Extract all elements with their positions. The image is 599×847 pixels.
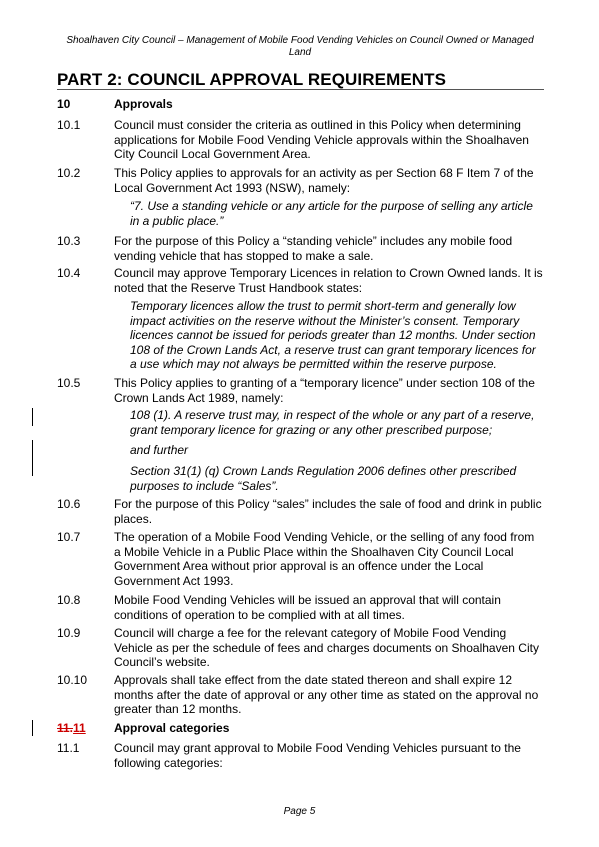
- clause-number: 10.9: [57, 626, 81, 640]
- part-title: PART 2: COUNCIL APPROVAL REQUIREMENTS: [57, 70, 447, 89]
- clause-number: 10.1: [57, 118, 81, 132]
- clause-text: This Policy applies to approvals for an activity as per Section 68 F Item 7 of the Local Government Act 1993 (NSW), namely:: [114, 166, 534, 195]
- change-bar: [32, 720, 33, 736]
- clause-quote: and further: [130, 443, 189, 457]
- clause-text: For the purpose of this Policy “sales” includes the sale of food and drink in public places.: [114, 497, 542, 526]
- deleted-number: 11.: [57, 721, 74, 735]
- clause-quote: Temporary licences allow the trust to permit short-term and generally low impact activities on the reserve without the Minister’s consent. Temporary licences cannot be issued for periods greater than 12 months. Under section 108 of the Crown Lands Act, a reserve trust can grant temporary licences for a use which may not always be permitted within the reserve purpose.: [130, 299, 536, 371]
- clause-quote: Section 31(1) (q) Crown Lands Regulation 2006 defines other prescribed purposes to include “Sales”.: [130, 464, 517, 493]
- clause-number: 10.4: [57, 266, 81, 280]
- inserted-number: 11: [73, 721, 86, 735]
- clause-number: 10.5: [57, 376, 81, 390]
- clause-number: 10.8: [57, 593, 81, 607]
- clause-number: 11.1: [57, 741, 80, 755]
- page-header: Shoalhaven City Council – Management of Mobile Food Vending Vehicles on Council Owned or Managed Land: [66, 35, 534, 58]
- clause-text: Council may approve Temporary Licences in relation to Crown Owned lands. It is noted that the Reserve Trust Handbook states:: [114, 266, 543, 295]
- section-10-number: 10: [57, 97, 71, 111]
- change-bar: [32, 408, 33, 426]
- clause-number: 10.3: [57, 234, 81, 248]
- clause-text: Council must consider the criteria as outlined in this Policy when determining applications for Mobile Food Vending Vehicle approvals within the Shoalhaven City Council Local Government Area.: [114, 118, 529, 161]
- clause-quote: “7. Use a standing vehicle or any article for the purpose of selling any article in a public place.”: [130, 199, 533, 228]
- clause-text: The operation of a Mobile Food Vending Vehicle, or the selling of any food from a Mobile Vehicle in a Public Place within the Shoalhaven City Council Local Government Area without prior approval is an offence under the Local Government Act 1993.: [114, 530, 535, 588]
- clause-text: Council will charge a fee for the relevant category of Mobile Food Vending Vehicle as per the schedule of fees and charges documents on Shoalhaven City Council’s website.: [114, 626, 539, 669]
- clause-number: 10.7: [57, 530, 81, 544]
- clause-number: 10.10: [57, 673, 88, 687]
- change-bar: [32, 440, 33, 476]
- clause-text: Council may grant approval to Mobile Food Vending Vehicles pursuant to the following categories:: [114, 741, 521, 770]
- clause-text: This Policy applies to granting of a “temporary licence” under section 108 of the Crown Lands Act 1989, namely:: [114, 376, 535, 405]
- page-number: Page 5: [283, 806, 316, 817]
- clause-quote: 108 (1). A reserve trust may, in respect of the whole or any part of a reserve, grant temporary licence for grazing or any other prescribed purpose;: [130, 408, 535, 437]
- section-11-number: [57, 721, 114, 735]
- clause-text: Mobile Food Vending Vehicles will be issued an approval that will contain conditions of operation to be complied with at all times.: [114, 593, 501, 622]
- clause-number: 10.6: [57, 497, 81, 511]
- title-rule: [57, 89, 544, 90]
- clause-text: For the purpose of this Policy a “standing vehicle” includes any mobile food vending vehicle that has stopped to make a sale.: [114, 234, 513, 263]
- clause-text: Approvals shall take effect from the date stated thereon and shall expire 12 months after the date of approval or any other time as stated on the approval no greater than 12 months.: [114, 673, 539, 716]
- clause-number: 10.2: [57, 166, 81, 180]
- section-11-title: Approval categories: [114, 721, 230, 735]
- section-10-title: Approvals: [114, 97, 173, 111]
